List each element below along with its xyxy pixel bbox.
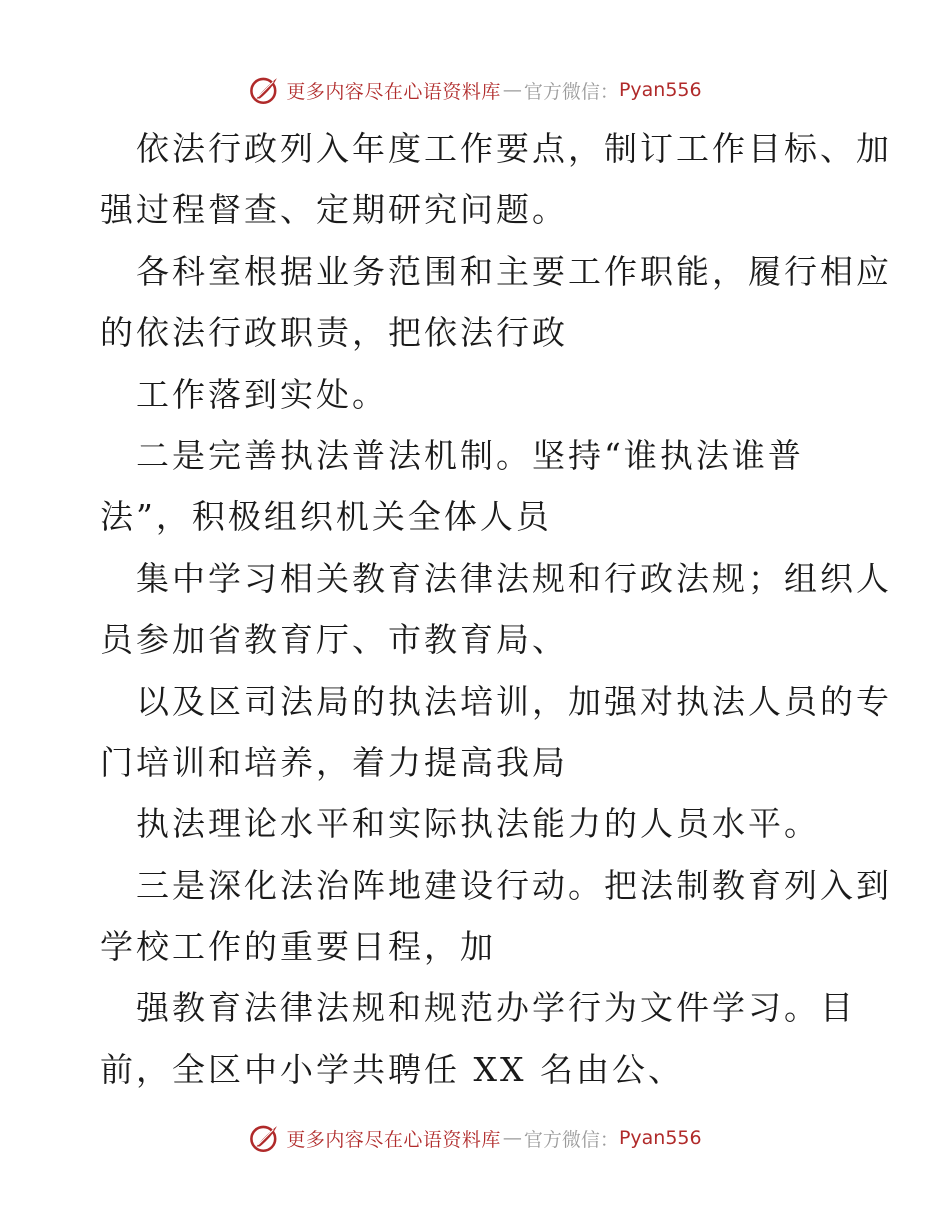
- text-line: 二是完善执法普法机制。坚持“谁执法谁普: [136, 435, 804, 475]
- text-line: 强过程督查、定期研究问题。: [100, 190, 568, 230]
- text-line: 工作落到实处。: [136, 374, 388, 414]
- text-line: 集中学习相关教育法律法规和行政法规；组织人: [136, 558, 892, 598]
- text-line: 前，全区中小学共聘任 XX 名由公、: [100, 1049, 684, 1089]
- text-line: 依法行政列入年度工作要点，制订工作目标、加: [136, 129, 892, 168]
- text-line: 各科室根据业务范围和主要工作职能，履行相应: [136, 251, 892, 291]
- watermark-text: 更多内容尽在心语资料库: [286, 80, 501, 103]
- header-watermark: [0, 70, 950, 110]
- text-line: 学校工作的重要日程，加: [100, 927, 496, 967]
- feather-logo-icon: [248, 73, 282, 107]
- text-line: 以及区司法局的执法培训，加强对执法人员的专: [136, 681, 892, 721]
- text-line: 强教育法律法规和规范办学行为文件学习。目: [136, 988, 856, 1028]
- watermark-dash: —: [502, 1127, 522, 1149]
- text-line: 三是深化法治阵地建设行动。把法制教育列入到: [136, 865, 892, 905]
- document-body: [100, 118, 892, 1100]
- watermark-dash: —: [502, 79, 522, 101]
- watermark-label: 官方微信：: [523, 1128, 619, 1151]
- text-line: 门培训和培养，着力提高我局: [100, 742, 568, 782]
- feather-logo-icon: [248, 1121, 282, 1155]
- watermark-label: 官方微信：: [523, 80, 619, 103]
- watermark-wechat-id: Pyan556: [618, 79, 702, 101]
- text-line: 法”，积极组织机关全体人员: [100, 497, 552, 537]
- watermark-text: 更多内容尽在心语资料库: [286, 1128, 501, 1151]
- text-line: 员参加省教育厅、市教育局、: [100, 620, 568, 660]
- footer-watermark: [0, 1118, 950, 1158]
- text-line: 执法理论水平和实际执法能力的人员水平。: [136, 804, 820, 844]
- text-line: 的依法行政职责，把依法行政: [100, 313, 568, 353]
- watermark-wechat-id: Pyan556: [618, 1127, 702, 1149]
